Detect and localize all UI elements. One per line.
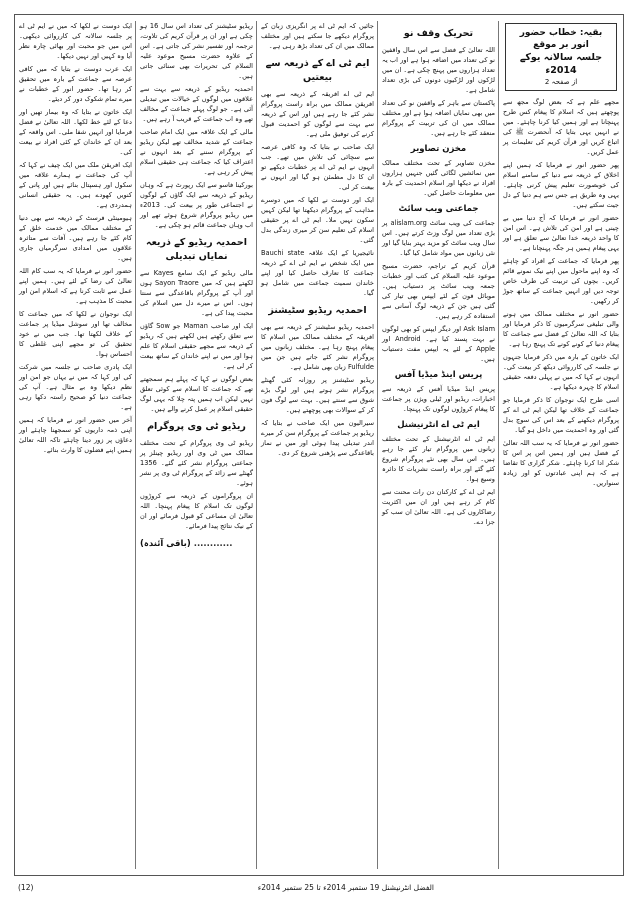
paragraph: پاکستان سے باہر کے واقفین نو کی تعداد میں بھی نمایاں اضافہ ہوا ہے اور مختلف ممالک میں ان کی تربیت کے پروگرام منعقد کئے جا رہے ہیں۔ bbox=[382, 99, 495, 137]
paragraph: Ask Islam اور دیگر ایپس کو بھی لوگوں نے بہت پسند کیا ہے۔ Android اور Apple کے لئے یہ ایپس مفت دستیاب ہیں۔ bbox=[382, 325, 496, 363]
paragraph: قرآن کریم کے تراجم، حضرت مسیح موعود علیہ السلام کی کتب اور خطبات جمعہ ویب سائٹ پر دستیاب ہیں۔ موبائل فون کے لئے ایپس بھی تیار کی گئی ہیں جن کے ذریعہ لوگ آسانی سے استفادہ کر رہے ہیں۔ bbox=[382, 262, 495, 320]
paragraph: ایک عرب دوست نے بتایا کہ میں کافی عرصہ سے جماعت کے بارہ میں تحقیق کر رہا تھا۔ حضور انور کے خطبات نے میرے تمام شکوک دور کر دیئے۔ bbox=[19, 65, 132, 103]
paragraph: ریڈیو ٹی وی پروگرام کے تحت مختلف ممالک میں ٹی وی اور ریڈیو چینلز پر جماعتی پروگرام نشر کئے گئے۔ 1356 گھنٹے سے زائد کے پروگرام ٹی وی پر نشر ہوئے۔ bbox=[140, 439, 253, 487]
paragraph: ایک افریقن ملک میں ایک چیف نے کہا کہ آپ کی جماعت نے ہمارے علاقہ میں سکول اور ہسپتال بنائے ہیں اور پانی کے کنویں کھودے ہیں۔ یہ حقیقی انسانی ہمدردی ہے۔ bbox=[19, 161, 132, 209]
page-footer bbox=[14, 880, 624, 896]
section-heading-press: پریس اینڈ میڈیا آفس bbox=[394, 370, 483, 380]
paragraph: ریڈیو سٹیشنز پر روزانہ کئی گھنٹے پروگرام نشر ہوتے ہیں اور لوگ بڑے شوق سے سنتے ہیں۔ بہت سے لوگ فون کر کے سوالات بھی پوچھتے ہیں۔ bbox=[261, 376, 374, 414]
paragraph: آخر میں حضور انور نے فرمایا کہ ہمیں اپنی ذمہ داریوں کو سمجھنا چاہئے اور دعاؤں پر زور دینا چاہئے تاکہ اللہ تعالیٰ ہمیں اپنے فضلوں کا وارث بنائے۔ bbox=[19, 416, 132, 454]
paragraph: نائیجیریا کے ایک علاقہ Bauchi state میں ایک شخص نے ایم ٹی اے کے ذریعہ جماعت کا تعارف حاصل کیا اور اپنے خاندان سمیت جماعت میں شامل ہو گیا۔ bbox=[261, 249, 374, 297]
paragraph: ہیومینٹی فرسٹ کے ذریعہ سے بھی دنیا کے مختلف ممالک میں خدمت خلق کے کام کئے جا رہے ہیں۔ آفات سے متاثرہ علاقوں میں امدادی سرگرمیاں جاری ہیں۔ bbox=[19, 214, 132, 262]
paragraph: ایک پادری صاحب نے جلسہ میں شرکت کی اور کہا کہ میں نے یہاں جو امن اور نظم دیکھا وہ بے مثال ہے۔ آپ کی جماعت دنیا کو صحیح راستہ دکھا رہی ہے۔ bbox=[19, 363, 132, 411]
paragraph: پھر فرمایا کہ جماعت کے افراد کو چاہئے کہ وہ اپنے ماحول میں اپنے نیک نمونے قائم کریں۔ بچوں کی تربیت کی طرف خاص توجہ دیں اور انہیں جماعت کے ساتھ جوڑ کر رکھیں۔ bbox=[503, 257, 619, 305]
section-heading-radio-stations: احمدیہ ریڈیو سٹیشنز bbox=[268, 305, 367, 316]
continued-label: (باقی آئندہ) bbox=[140, 539, 191, 549]
section-heading-radio-change: احمدیہ ریڈیو کے ذریعہ نمایاں تبدیلی bbox=[146, 237, 247, 262]
column-3 bbox=[257, 21, 378, 869]
section-heading-radio-tv-programs: ریڈیو ٹی وی پروگرام bbox=[147, 421, 246, 432]
continued-from: از صفحہ 2 bbox=[544, 78, 578, 86]
column-1 bbox=[499, 21, 623, 869]
paragraph: حضور انور نے فرمایا کہ آج دنیا میں بے چینی ہے اور امن کی تلاش ہے۔ اس امن کا واحد ذریعہ خدا تعالیٰ سے تعلق ہے اور یہی پیغام ہمیں ہر جگہ پہنچانا ہے۔ bbox=[503, 214, 619, 252]
page-number: (12) bbox=[18, 883, 34, 892]
section-heading-mta-international: ایم ٹی اے انٹرنیشنل bbox=[397, 420, 480, 430]
column-2 bbox=[378, 21, 499, 869]
paragraph: ایک نوجوان نے لکھا کہ میں جماعت کا مخالف تھا اور سوشل میڈیا پر جماعت کے خلاف لکھتا تھا۔ جب میں نے خود تحقیق کی تو مجھے اپنی غلطی کا احساس ہوا۔ bbox=[19, 310, 132, 358]
paragraph: ان پروگراموں کے ذریعہ سے کروڑوں لوگوں تک اسلام کا پیغام پہنچا۔ اللہ تعالیٰ ان مساعی کو قبول فرمائے اور ان کے نیک نتائج پیدا فرمائے۔ bbox=[140, 492, 253, 530]
paragraph: بورکینا فاسو سے ایک رپورٹ ہے کہ وہاں ریڈیو کے ذریعہ سے ایک گاؤں کے لوگوں نے اجتماعی طور پر بیعت کی۔ 2013ء میں ریڈیو پروگرام شروع ہوئے تھے اور اب وہاں جماعت قائم ہو چکی ہے۔ bbox=[140, 181, 253, 229]
paragraph: احمدیہ ریڈیو کے ذریعہ سے بہت سے علاقوں میں لوگوں کے خیالات میں تبدیلی آئی ہے۔ جو لوگ پہلے جماعت کے مخالف تھے وہ اب جماعت کے قریب آ رہے ہیں۔ bbox=[140, 85, 253, 123]
paragraph: ایک خاتون نے بتایا کہ وہ بیمار تھیں اور دعا کے لئے خط لکھا۔ اللہ تعالیٰ نے فضل فرمایا اور انہیں شفا ملی۔ اس واقعہ کے بعد ان کے خاندان کے کئی افراد نے بیعت کی۔ bbox=[19, 108, 132, 156]
section-heading-exhibitions: مخزن تصاویر bbox=[410, 144, 467, 154]
paragraph: جماعت کی ویب سائٹ alislam.org پر بڑی تعداد میں لوگ وزٹ کرتے ہیں۔ اس سال ویب سائٹ کو مزید بہتر بنایا گیا اور نئی زبانوں میں مواد شامل کیا گیا۔ bbox=[382, 219, 495, 257]
paragraph: ایک دوست نے لکھا کہ میں نے ایم ٹی اے پر جلسہ سالانہ کی کارروائی دیکھی۔ اس میں جو محبت اور بھائی چارہ نظر آیا وہ کہیں اور نہیں دیکھا۔ bbox=[19, 22, 132, 60]
paragraph: ایک اور صاحب Maman جو Sow گاؤں سے تعلق رکھتے ہیں لکھتے ہیں کہ ریڈیو کے ذریعہ سے مجھے حقیقی اسلام کا علم ہوا اور میں نے اپنے خاندان کے ساتھ بیعت کر لی ہے۔ bbox=[140, 322, 253, 370]
paragraph: حضور انور نے مختلف ممالک میں ہونے والی تبلیغی سرگرمیوں کا ذکر فرمایا اور بتایا کہ اللہ تعالیٰ کے فضل سے جماعت کا پیغام دنیا کے کونے کونے تک پہنچ رہا ہے۔ bbox=[503, 310, 619, 348]
paragraph: مخزن تصاویر کے تحت مختلف ممالک میں نمائشیں لگائی گئیں جنہیں ہزاروں افراد نے دیکھا اور اسلام احمدیت کے بارہ میں معلومات حاصل کیں۔ bbox=[382, 159, 495, 197]
paragraph: مالی کے ایک علاقہ میں ایک امام صاحب جماعت کے شدید مخالف تھے لیکن ریڈیو کے پروگرام سننے کے بعد انہوں نے اعتراف کیا کہ جماعت ہی حقیقی اسلام پیش کر رہی ہے۔ bbox=[140, 128, 253, 176]
paragraph: ایک خاتون کے بارہ میں ذکر فرمایا جنہوں نے جلسہ کی کارروائی دیکھ کر بیعت کی۔ انہوں نے کہا کہ میں نے پہلی دفعہ حقیقی اسلام کا چہرہ دیکھا ہے۔ bbox=[503, 353, 619, 391]
paragraph: ریڈیو سٹیشنز کی تعداد اس سال 16 ہو چکی ہے اور ان پر قرآن کریم کی تلاوت، ترجمہ اور تفسیر نشر کی جاتی ہے۔ اس کے علاوہ حضرت مسیح موعود علیہ السلام کی تحریرات بھی سنائی جاتی ہیں۔ bbox=[140, 22, 253, 80]
paragraph: ایم ٹی اے افریقہ کے ذریعہ سے بھی افریقن ممالک میں براہ راست پروگرام نشر کئے جا رہے ہیں اور اس کے ذریعہ سے بہت سے لوگوں کو احمدیت قبول کرنے کی توفیق ملی ہے۔ bbox=[261, 90, 374, 138]
paragraph: حضور انور نے فرمایا کہ یہ سب کام اللہ تعالیٰ کی رضا کے لئے ہیں۔ ہمیں اپنے عمل سے ثابت کرنا ہے کہ اسلام امن اور محبت کا مذہب ہے۔ bbox=[19, 267, 132, 305]
column-5 bbox=[15, 21, 136, 869]
paragraph: ایم ٹی اے انٹرنیشنل کے تحت مختلف زبانوں میں پروگرام تیار کئے جا رہے ہیں۔ اس سال بھی نئے پروگرام شروع کئے گئے اور براہ راست نشریات کا دائرہ وسیع ہوا۔ bbox=[382, 435, 495, 483]
article-title: بقیہ: خطاب حضور انور بر موقع bbox=[519, 28, 603, 50]
section-heading-waqf-e-nau: تحریک وقف نو bbox=[403, 28, 474, 39]
section-heading-mta-africa: ایم ٹی اے کے ذریعہ سے بیعتیں bbox=[265, 58, 370, 83]
column-4 bbox=[136, 21, 257, 869]
paragraph: ایم ٹی اے کے کارکنان دن رات محنت سے کام کر رہے ہیں اور ان میں اکثریت رضاکاروں کی ہے۔ اللہ تعالیٰ ان سب کو جزا دے۔ bbox=[382, 488, 495, 526]
paragraph: اسی طرح ایک نوجوان کا ذکر فرمایا جو جماعت کے خلاف تھا لیکن ایم ٹی اے کے پروگرام دیکھنے کے بعد اس کی سوچ بدل گئی اور وہ احمدیت میں داخل ہو گیا۔ bbox=[503, 396, 619, 434]
section-heading-website: جماعتی ویب سائٹ bbox=[398, 204, 479, 214]
article-subtitle: جلسہ سالانہ یوکے 2014ء bbox=[519, 52, 603, 76]
newspaper-page bbox=[14, 14, 624, 876]
paragraph: مجھے علم ہے کہ بعض لوگ مجھ سے پوچھتے ہیں کہ اسلام کا پیغام کس طرح پہنچانا ہے اور ہمیں کیا کرنا چاہئے۔ میں نے انہیں یہی بتایا کہ آنحضرت ﷺ کی اتباع کریں اور قرآن کریم کی تعلیمات پر عمل کریں۔ bbox=[503, 98, 619, 156]
continued-signature bbox=[140, 539, 253, 549]
paragraph: پریس اینڈ میڈیا آفس کے ذریعہ سے اخبارات، ریڈیو اور ٹیلی ویژن پر جماعت کا پیغام کروڑوں لوگوں تک پہنچا۔ bbox=[382, 385, 495, 413]
paragraph: حضور انور نے فرمایا کہ یہ سب اللہ تعالیٰ کے فضل ہیں اور ہمیں اس پر اس کا شکر ادا کرنا چاہئے۔ شکر گزاری کا تقاضا ہے کہ ہم اپنی عبادتوں کو اور زیادہ سنواریں۔ bbox=[503, 439, 619, 487]
leader-dots: ............ bbox=[193, 539, 233, 549]
paragraph: بعض لوگوں نے کہا کہ پہلے ہم سمجھتے تھے کہ جماعت کا اسلام سے کوئی تعلق نہیں لیکن اب ہمیں پتہ چلا کہ یہی لوگ حقیقی اسلام پر عمل کرنے والے ہیں۔ bbox=[140, 375, 253, 413]
publication-issue: الفضل انٹرنیشنل 19 ستمبر 2014ء تا 25 ستمبر 2014ء bbox=[257, 883, 434, 892]
paragraph: پھر حضور انور نے فرمایا کہ ہمیں اپنے اخلاق کے ذریعہ سے دنیا کے سامنے اسلام کی خوبصورت تعلیم پیش کرنی چاہئے۔ یہی وہ طریق ہے جس سے ہم دنیا کے دل جیت سکتے ہیں۔ bbox=[503, 161, 619, 209]
paragraph: ایک اور دوست نے لکھا کہ میں دوسرے مذاہب کے پروگرام دیکھتا تھا لیکن کہیں سکون نہیں ملا۔ ایم ٹی اے پر حقیقی اسلام کی تعلیم سن کر میری زندگی بدل گئی۔ bbox=[261, 196, 374, 244]
paragraph: احمدیہ ریڈیو سٹیشنز کے ذریعہ سے بھی افریقہ کے مختلف ممالک میں اسلام کا پیغام پہنچ رہا ہے۔ مختلف زبانوں میں پروگرام نشر کئے جاتے ہیں جن میں Fulfulde زبان بھی شامل ہے۔ bbox=[261, 323, 374, 371]
article-header-box bbox=[505, 23, 617, 91]
paragraph: مالی ریڈیو کے ایک سامع Kayes سے لکھتے ہیں کہ میں Sayon Traore ہوں اور آپ کے پروگرام باقاعدگی سے سنتا ہوں۔ اس نے میرے دل میں اسلام کی محبت پیدا کی ہے۔ bbox=[140, 269, 254, 317]
paragraph: ایک صاحب نے بتایا کہ وہ کافی عرصہ سے سچائی کی تلاش میں تھے۔ جب انہوں نے ایم ٹی اے پر خطبات دیکھے تو ان کا دل مطمئن ہو گیا اور انہوں نے بیعت کر لی۔ bbox=[261, 143, 374, 191]
paragraph: اللہ تعالیٰ کے فضل سے اس سال واقفین نو کی تعداد میں اضافہ ہوا ہے اور اب یہ تعداد ہزاروں میں پہنچ چکی ہے۔ ان میں لڑکوں اور لڑکیوں دونوں کی بڑی تعداد شامل ہے۔ bbox=[382, 46, 495, 94]
paragraph: جائیں کہ ایم ٹی اے پر انگریزی زبان کے پروگرام دیکھے جا سکتے ہیں اور مختلف ممالک میں ان کی تعداد بڑھ رہی ہے۔ bbox=[261, 22, 374, 50]
paragraph: سیرالیون میں ایک صاحب نے بتایا کہ ریڈیو پر جماعت کے پروگرام سن کر میرے اندر تبدیلی پیدا ہوئی اور میں نے نماز باقاعدگی سے پڑھنی شروع کر دی۔ bbox=[261, 419, 374, 457]
